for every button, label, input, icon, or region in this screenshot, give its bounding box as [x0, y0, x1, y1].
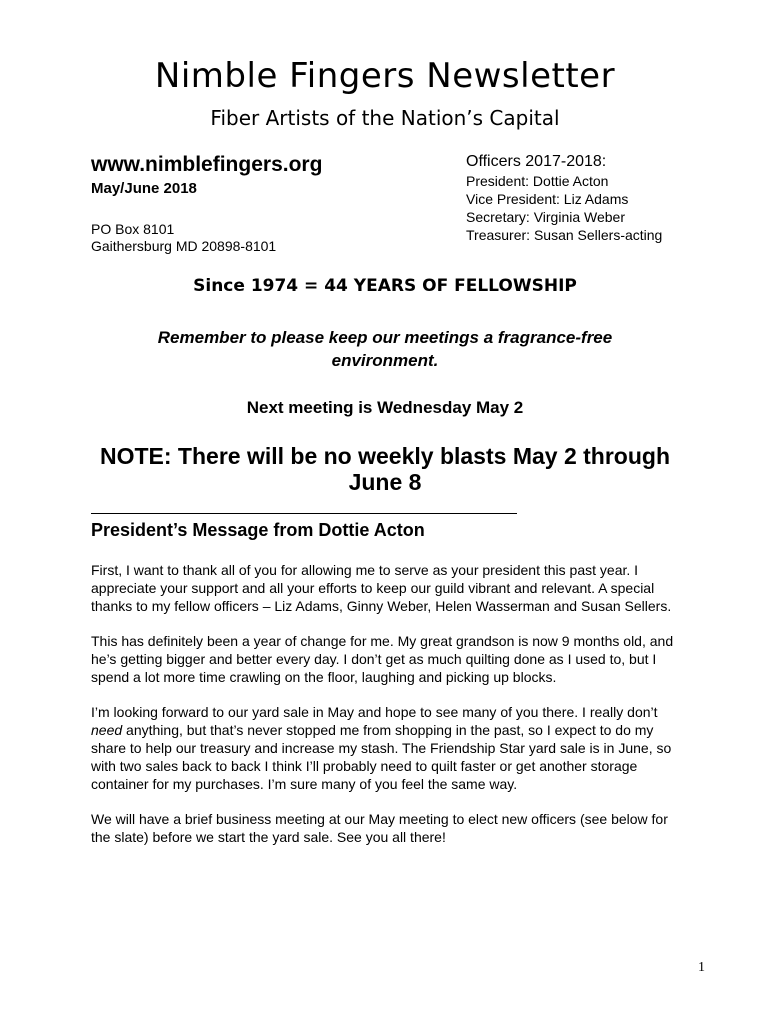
- next-meeting: Next meeting is Wednesday May 2: [246, 398, 524, 417]
- section-divider: [91, 513, 517, 514]
- message-paragraph-3-end: anything, but that’s never stopped me from shopping in the past, so I expect to do my share to help our treasury and increase my stash. The Friendship Star yard sale is in June, so with two sales back to back I think I’ll probably need to quilt faster or get another storage container for my purchases. I’m sure many of you feel the same way.: [91, 722, 672, 792]
- page-number: 1: [698, 960, 705, 975]
- message-paragraph-3-start: I’m looking forward to our yard sale in May and hope to see many of you there. I really don’t: [91, 704, 658, 720]
- officer-president: President: Dottie Acton: [466, 173, 609, 189]
- fragrance-reminder: Remember to please keep our meetings a fragrance-free environment.: [157, 328, 613, 370]
- message-paragraph-3: [91, 703, 681, 793]
- officer-treasurer: Treasurer: Susan Sellers-acting: [466, 227, 663, 243]
- weekly-blast-note: NOTE: There will be no weekly blasts May 2 through June 8: [99, 443, 670, 495]
- officer-secretary: Secretary: Virginia Weber: [466, 209, 625, 225]
- message-paragraph-2: This has definitely been a year of change for me. My great grandson is now 9 months old, and he’s getting bigger and better every day. I don’t get as much quilting done as I used to, but I spend a lot more time crawling on the floor, laughing and picking up blocks.: [91, 633, 674, 685]
- officer-vice-president: Vice President: Liz Adams: [466, 191, 629, 207]
- presidents-message-heading: President’s Message from Dottie Acton: [91, 520, 425, 540]
- officers-heading: Officers 2017-2018:: [466, 153, 607, 170]
- message-paragraph-1: First, I want to thank all of you for allowing me to serve as your president this past year. I appreciate your support and all your efforts to keep our guild vibrant and relevant. A special thanks to my fellow officers – Liz Adams, Ginny Weber, Helen Wasserman and Susan Sellers.: [91, 562, 672, 614]
- website-url: www.nimblefingers.org: [91, 153, 323, 176]
- message-paragraph-4: We will have a brief business meeting at our May meeting to elect new officers (see below for the slate) before we start the yard sale. See you all there!: [91, 811, 668, 845]
- newsletter-subtitle: Fiber Artists of the Nation’s Capital: [210, 106, 560, 130]
- message-paragraph-3-emphasis: need: [91, 722, 123, 738]
- issue-date: May/June 2018: [91, 180, 197, 197]
- since-banner: Since 1974 = 44 YEARS OF FELLOWSHIP: [193, 276, 577, 296]
- officers-block: [466, 152, 662, 244]
- address-line-1: PO Box 8101: [91, 221, 175, 237]
- address-line-2: Gaithersburg MD 20898-8101: [91, 238, 277, 254]
- presidents-message-body: [91, 561, 681, 863]
- newsletter-title: Nimble Fingers Newsletter: [154, 56, 616, 96]
